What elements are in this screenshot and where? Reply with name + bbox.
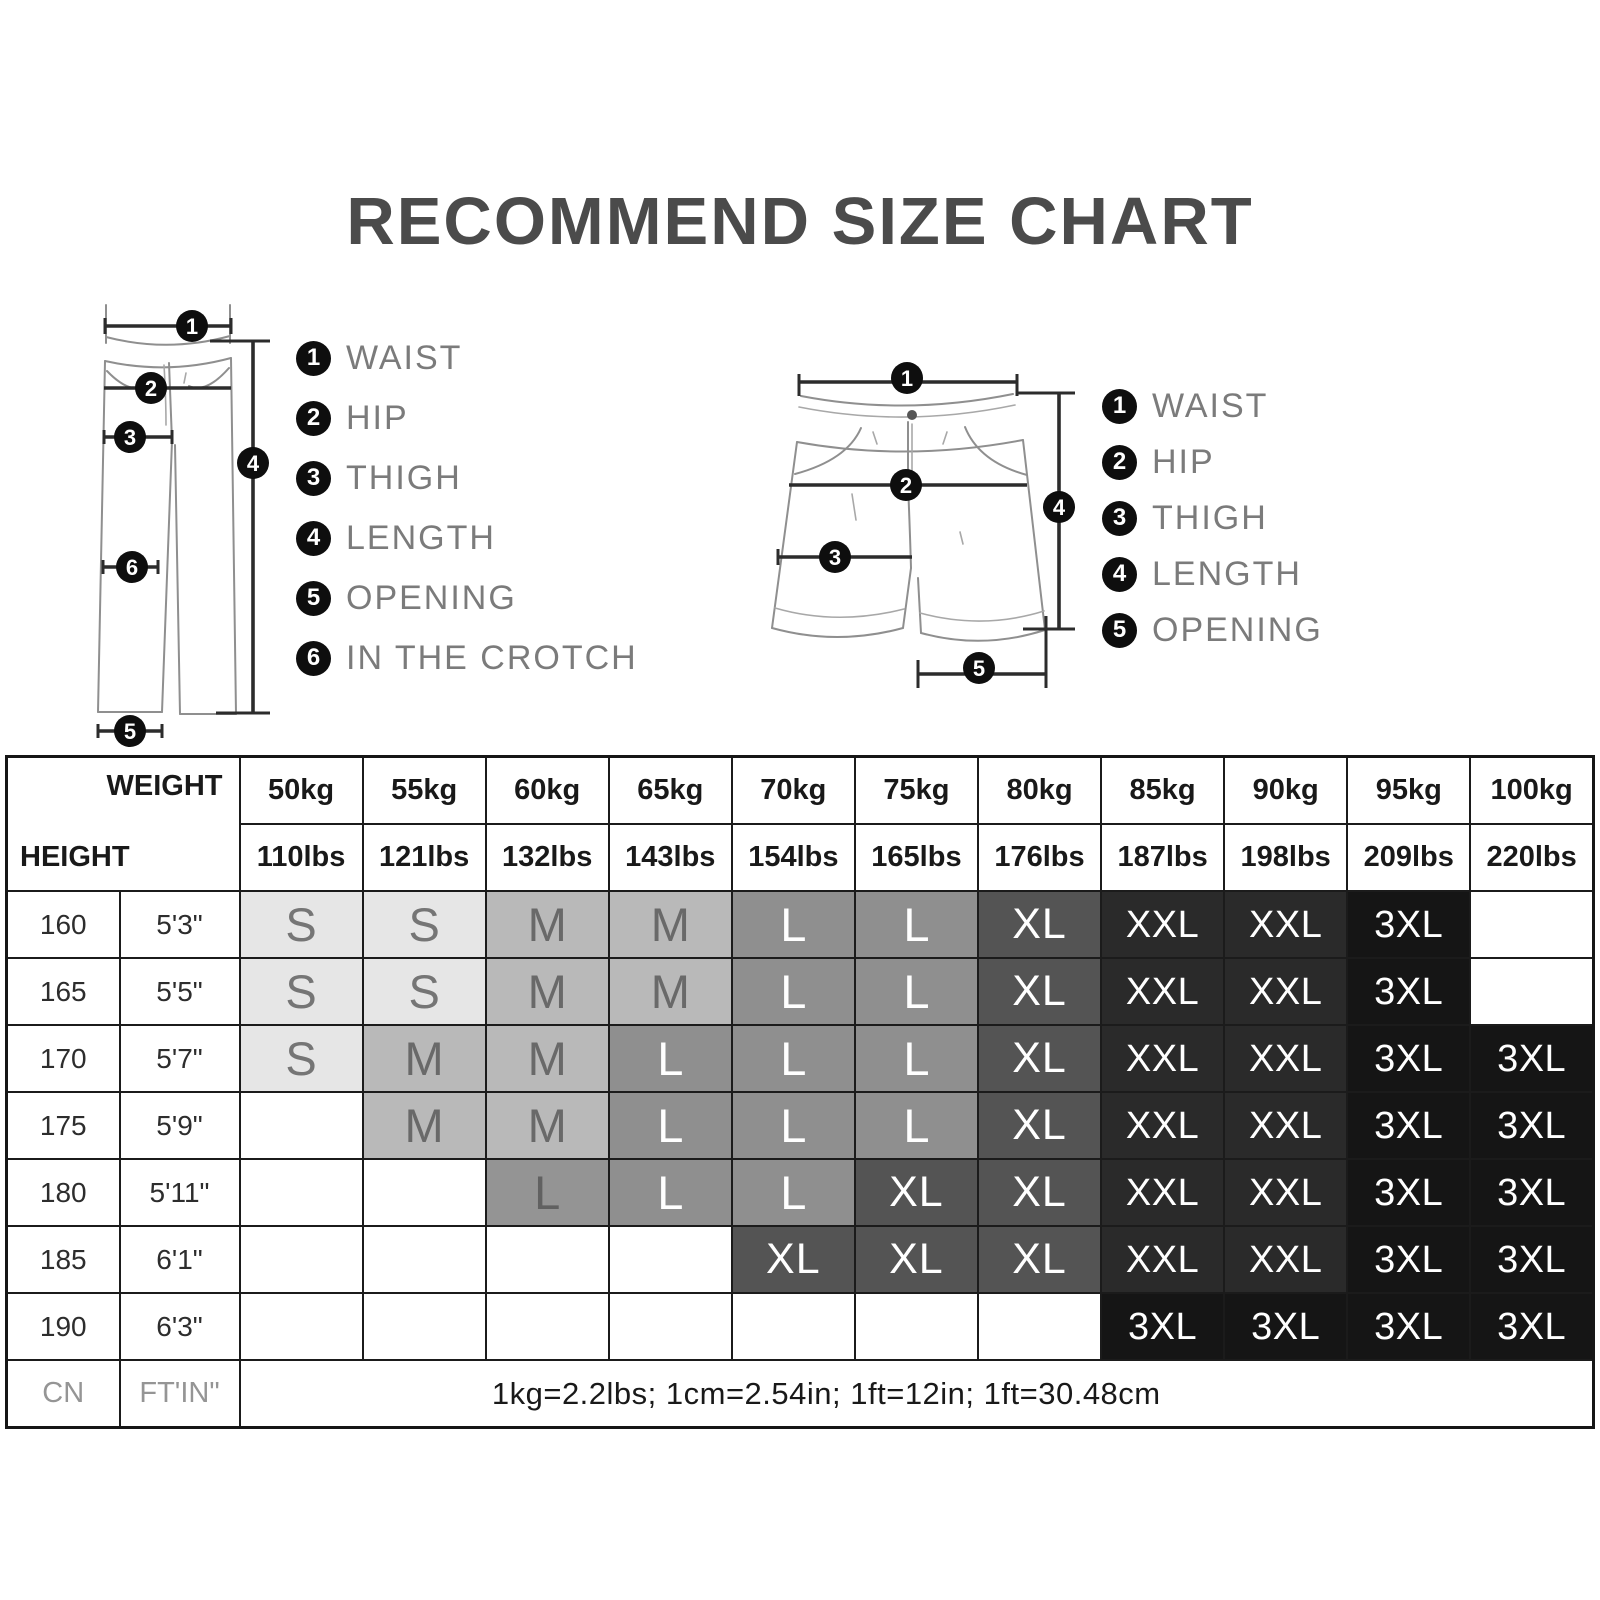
number-5-badge-icon: 5 (296, 581, 331, 616)
svg-text:1: 1 (185, 314, 199, 339)
svg-text:3: 3 (123, 425, 137, 450)
shorts-marker-5 (963, 652, 995, 684)
empty-cell (240, 1159, 363, 1226)
size-cell: L (855, 958, 978, 1025)
number-6-badge-icon: 6 (296, 641, 331, 676)
table-row (7, 891, 1594, 958)
pants-legend-item (296, 508, 638, 568)
weight-lbs-header: 121lbs (363, 824, 486, 891)
empty-cell (363, 1226, 486, 1293)
weight-lbs-header: 132lbs (486, 824, 609, 891)
size-cell: L (855, 1092, 978, 1159)
size-cell: 3XL (1101, 1293, 1224, 1360)
number-1-badge-icon: 1 (1102, 389, 1137, 424)
empty-cell (240, 1293, 363, 1360)
size-cell: L (609, 1092, 732, 1159)
size-cell: M (609, 891, 732, 958)
number-4-badge-icon: 4 (296, 521, 331, 556)
svg-text:4: 4 (246, 451, 260, 476)
page-title: RECOMMEND SIZE CHART (346, 184, 1254, 259)
size-cell: 3XL (1470, 1226, 1593, 1293)
legend-label: OPENING (346, 578, 517, 617)
size-cell: XL (978, 1092, 1101, 1159)
size-cell: L (486, 1159, 609, 1226)
svg-text:2: 2 (899, 473, 913, 498)
table-row (7, 958, 1594, 1025)
height-axis-label: HEIGHT (20, 841, 130, 873)
size-cell: M (363, 1092, 486, 1159)
weight-kg-header: 65kg (609, 757, 732, 825)
height-cm-cell: 175 (7, 1092, 120, 1159)
size-cell: L (732, 1025, 855, 1092)
pants-marker-1 (176, 310, 208, 342)
pants-legend-item (296, 388, 638, 448)
empty-cell (978, 1293, 1101, 1360)
weight-lbs-header: 220lbs (1470, 824, 1593, 891)
size-cell: XXL (1224, 1159, 1347, 1226)
svg-text:2: 2 (144, 376, 158, 401)
weight-kg-header: 70kg (732, 757, 855, 825)
size-cell: XL (978, 958, 1101, 1025)
weight-kg-header: 50kg (240, 757, 363, 825)
weight-kg-header: 60kg (486, 757, 609, 825)
pants-marker-3 (114, 421, 146, 453)
weight-kg-header: 95kg (1347, 757, 1470, 825)
weight-lbs-header: 154lbs (732, 824, 855, 891)
weight-lbs-header: 198lbs (1224, 824, 1347, 891)
size-cell: 3XL (1347, 1226, 1470, 1293)
height-cm-cell: 160 (7, 891, 120, 958)
size-cell: M (363, 1025, 486, 1092)
legend-label: HIP (346, 398, 409, 437)
conversion-note: 1kg=2.2lbs; 1cm=2.54in; 1ft=12in; 1ft=30.48cm (240, 1360, 1594, 1428)
size-cell: XXL (1224, 1226, 1347, 1293)
pants-legend-item (296, 328, 638, 388)
svg-text:6: 6 (125, 555, 139, 580)
size-cell: 3XL (1470, 1293, 1593, 1360)
size-cell: 3XL (1347, 958, 1470, 1025)
size-cell: 3XL (1347, 1293, 1470, 1360)
size-cell: 3XL (1470, 1025, 1593, 1092)
size-cell: XL (855, 1159, 978, 1226)
legend-label: LENGTH (346, 518, 496, 557)
size-cell: XXL (1101, 1025, 1224, 1092)
size-cell: XXL (1101, 1226, 1224, 1293)
shorts-legend-item (1102, 602, 1323, 658)
table-row (7, 1159, 1594, 1226)
height-ftin-cell: 5'3" (120, 891, 240, 958)
size-cell: S (240, 1025, 363, 1092)
legend-label: THIGH (346, 458, 462, 497)
size-cell: XL (978, 891, 1101, 958)
size-cell: XL (978, 1159, 1101, 1226)
svg-text:1: 1 (900, 366, 914, 391)
number-4-badge-icon: 4 (1102, 557, 1137, 592)
shorts-diagram (755, 352, 1080, 700)
height-ftin-cell: 6'3" (120, 1293, 240, 1360)
size-cell: XXL (1101, 891, 1224, 958)
size-cell: S (240, 958, 363, 1025)
weight-lbs-header: 165lbs (855, 824, 978, 891)
table-row (7, 1025, 1594, 1092)
weight-kg-header: 55kg (363, 757, 486, 825)
empty-cell (855, 1293, 978, 1360)
svg-text:5: 5 (972, 656, 986, 681)
size-cell: L (732, 958, 855, 1025)
size-cell: XL (732, 1226, 855, 1293)
empty-cell (240, 1226, 363, 1293)
size-cell: L (732, 1092, 855, 1159)
shorts-legend-item (1102, 490, 1323, 546)
size-cell: L (609, 1025, 732, 1092)
corner-cell (7, 757, 240, 892)
size-table (5, 755, 1595, 1429)
empty-cell (240, 1092, 363, 1159)
footer-ftin-cell: FT'IN" (120, 1360, 240, 1428)
size-cell: L (855, 891, 978, 958)
weight-lbs-header: 176lbs (978, 824, 1101, 891)
legend-label: WAIST (346, 338, 463, 377)
shorts-marker-2 (890, 469, 922, 501)
table-row (7, 1226, 1594, 1293)
number-5-badge-icon: 5 (1102, 613, 1137, 648)
height-cm-cell: 170 (7, 1025, 120, 1092)
number-3-badge-icon: 3 (1102, 501, 1137, 536)
number-2-badge-icon: 2 (296, 401, 331, 436)
size-cell: 3XL (1470, 1092, 1593, 1159)
shorts-marker-3 (819, 541, 851, 573)
empty-cell (1470, 958, 1593, 1025)
weight-kg-header: 80kg (978, 757, 1101, 825)
size-cell: L (732, 891, 855, 958)
size-cell: XL (855, 1226, 978, 1293)
empty-cell (732, 1293, 855, 1360)
size-cell: L (732, 1159, 855, 1226)
size-cell: XXL (1224, 1025, 1347, 1092)
legend-label: WAIST (1152, 386, 1269, 425)
number-3-badge-icon: 3 (296, 461, 331, 496)
pants-legend-item (296, 628, 638, 688)
shorts-marker-1 (891, 362, 923, 394)
number-1-badge-icon: 1 (296, 341, 331, 376)
legend-label: THIGH (1152, 498, 1268, 537)
number-2-badge-icon: 2 (1102, 445, 1137, 480)
size-cell: 3XL (1470, 1159, 1593, 1226)
shorts-legend (1102, 378, 1323, 658)
pants-legend-item (296, 448, 638, 508)
size-cell: XL (978, 1226, 1101, 1293)
size-cell: 3XL (1347, 1025, 1470, 1092)
height-ftin-cell: 6'1" (120, 1226, 240, 1293)
weight-kg-header: 100kg (1470, 757, 1593, 825)
empty-cell (363, 1293, 486, 1360)
weight-lbs-header: 187lbs (1101, 824, 1224, 891)
height-cm-cell: 190 (7, 1293, 120, 1360)
height-cm-cell: 165 (7, 958, 120, 1025)
size-cell: 3XL (1347, 1159, 1470, 1226)
weight-kg-header: 90kg (1224, 757, 1347, 825)
size-cell: M (486, 958, 609, 1025)
empty-cell (486, 1293, 609, 1360)
empty-cell (609, 1226, 732, 1293)
size-cell: 3XL (1347, 891, 1470, 958)
size-cell: XXL (1101, 958, 1224, 1025)
pants-marker-2 (135, 372, 167, 404)
height-ftin-cell: 5'7" (120, 1025, 240, 1092)
size-cell: XXL (1101, 1092, 1224, 1159)
pants-legend (296, 328, 638, 688)
legend-label: IN THE CROTCH (346, 638, 638, 677)
height-cm-cell: 185 (7, 1226, 120, 1293)
size-cell: XXL (1224, 958, 1347, 1025)
shorts-marker-4 (1043, 491, 1075, 523)
height-cm-cell: 180 (7, 1159, 120, 1226)
shorts-legend-item (1102, 546, 1323, 602)
size-cell: S (240, 891, 363, 958)
size-cell: M (486, 891, 609, 958)
size-cell: M (609, 958, 732, 1025)
size-cell: M (486, 1025, 609, 1092)
pants-marker-5 (114, 715, 146, 747)
weight-lbs-header: 110lbs (240, 824, 363, 891)
weight-kg-header: 75kg (855, 757, 978, 825)
pants-marker-4 (237, 447, 269, 479)
height-ftin-cell: 5'9" (120, 1092, 240, 1159)
empty-cell (363, 1159, 486, 1226)
weight-lbs-header: 143lbs (609, 824, 732, 891)
legend-label: LENGTH (1152, 554, 1302, 593)
empty-cell (1470, 891, 1593, 958)
height-ftin-cell: 5'5" (120, 958, 240, 1025)
size-cell: L (855, 1025, 978, 1092)
size-cell: S (363, 891, 486, 958)
empty-cell (609, 1293, 732, 1360)
size-cell: 3XL (1224, 1293, 1347, 1360)
footer-cn-cell: CN (7, 1360, 120, 1428)
size-cell: XXL (1224, 1092, 1347, 1159)
empty-cell (486, 1226, 609, 1293)
pants-marker-6 (116, 551, 148, 583)
footer-row (7, 1360, 1594, 1428)
svg-text:5: 5 (123, 719, 137, 744)
size-cell: XL (978, 1025, 1101, 1092)
weight-lbs-header: 209lbs (1347, 824, 1470, 891)
legend-label: HIP (1152, 442, 1215, 481)
size-cell: XXL (1224, 891, 1347, 958)
table-row (7, 1293, 1594, 1360)
size-cell: S (363, 958, 486, 1025)
svg-text:4: 4 (1052, 495, 1066, 520)
table-row (7, 1092, 1594, 1159)
shorts-legend-item (1102, 434, 1323, 490)
pants-diagram (88, 293, 278, 763)
height-ftin-cell: 5'11" (120, 1159, 240, 1226)
size-cell: XXL (1101, 1159, 1224, 1226)
svg-text:3: 3 (828, 545, 842, 570)
weight-axis-label: WEIGHT (106, 770, 223, 802)
pants-legend-item (296, 568, 638, 628)
size-cell: L (609, 1159, 732, 1226)
size-cell: M (486, 1092, 609, 1159)
weight-kg-header: 85kg (1101, 757, 1224, 825)
size-cell: 3XL (1347, 1092, 1470, 1159)
legend-label: OPENING (1152, 610, 1323, 649)
shorts-legend-item (1102, 378, 1323, 434)
